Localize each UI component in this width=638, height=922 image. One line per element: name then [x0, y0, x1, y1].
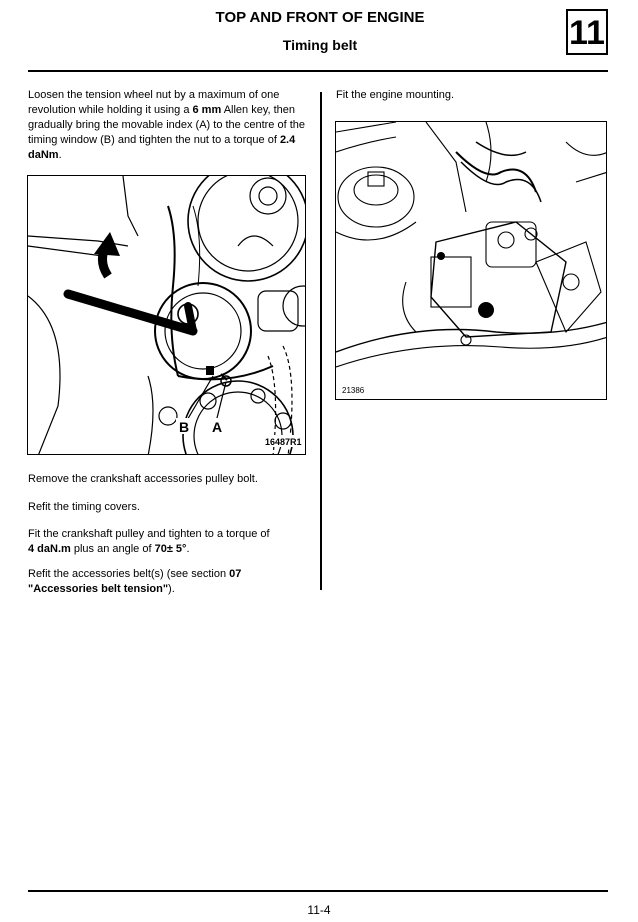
allen-key-size: 6 mm	[192, 104, 222, 116]
tension-wheel-drawing	[28, 176, 306, 455]
refit-belts-paragraph	[28, 567, 308, 597]
section-number: 07	[229, 568, 242, 580]
tension-wheel-figure	[27, 175, 306, 455]
remove-bolt-paragraph: Remove the crankshaft accessories pulley bolt.	[28, 473, 258, 485]
page-title: TOP AND FRONT OF ENGINE	[215, 9, 425, 26]
pulley-torque-value: 4 daN.m	[28, 543, 71, 555]
header-divider	[28, 70, 608, 72]
fit-engine-mounting-paragraph: Fit the engine mounting.	[336, 89, 455, 101]
engine-mounting-drawing	[336, 122, 607, 400]
engine-mounting-figure	[335, 121, 607, 400]
text-run: .	[58, 149, 62, 161]
section-title: "Accessories belt tension"	[28, 583, 169, 595]
loosen-tension-wheel-paragraph	[28, 88, 306, 163]
text-run: Refit the accessories belt(s) (see section	[28, 568, 230, 580]
text-run: .	[186, 543, 190, 555]
text-run: Loosen the tension wheel nut by a maximum of one revolution while holding it using a	[28, 89, 280, 116]
text-run: Fit the crankshaft pulley and tighten to a torque of	[28, 528, 270, 540]
text-run: plus an angle of	[70, 543, 155, 555]
text-run: Allen key, then gradually bring the movable index (A) to the centre of the timing window (B) and tighten the nut to a torque of	[28, 104, 305, 146]
footer-divider	[28, 890, 608, 892]
figure-reference: 21386	[342, 386, 365, 395]
chapter-number-badge: 11	[566, 9, 608, 55]
tension-torque-value: 2.4 daNm	[28, 134, 296, 161]
pulley-angle-value: 70± 5°	[154, 543, 187, 555]
figure-reference: 16487R1	[265, 437, 302, 447]
crankshaft-pulley-paragraph	[28, 527, 308, 557]
index-label-b: B	[179, 419, 190, 435]
page-subtitle: Timing belt	[282, 37, 358, 53]
text-run: ).	[168, 583, 175, 595]
page-number: 11-4	[307, 903, 331, 917]
index-label-a: A	[212, 419, 223, 435]
column-divider	[320, 92, 322, 590]
refit-covers-paragraph: Refit the timing covers.	[28, 501, 140, 513]
